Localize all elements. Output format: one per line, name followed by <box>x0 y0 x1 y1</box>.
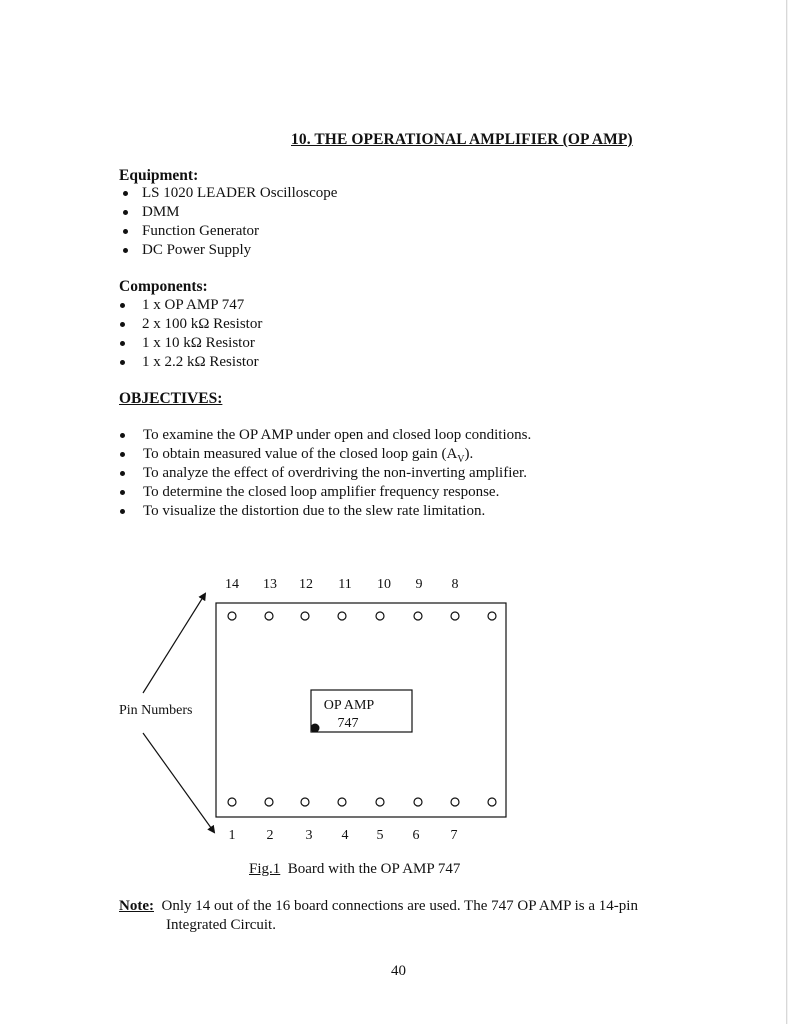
components-heading: Components: <box>119 278 208 295</box>
connection-hole <box>265 612 273 620</box>
pin-number: 3 <box>305 828 313 843</box>
connection-hole <box>414 798 422 806</box>
objective-item: To obtain measured value of the closed loop gain $(A_V)$. <box>143 446 474 465</box>
pin-numbers-label: Pin Numbers <box>119 703 193 718</box>
bullet-icon <box>120 509 125 514</box>
bullet-icon <box>120 303 125 308</box>
connection-hole <box>338 612 346 620</box>
pin-number: 13 <box>263 577 277 592</box>
bullet-icon <box>120 322 125 327</box>
equipment-heading: Equipment: <box>119 167 199 184</box>
arrow-to-top-pins <box>143 594 205 693</box>
pin-number: 9 <box>415 577 423 592</box>
pin-number: 11 <box>338 577 352 592</box>
connection-hole <box>488 612 496 620</box>
pin-number: 12 <box>299 577 313 592</box>
bottom-connection-holes <box>228 798 496 806</box>
bullet-icon <box>120 360 125 365</box>
opamp-board-figure <box>0 560 786 850</box>
figure-caption <box>249 861 460 878</box>
pin-number: 14 <box>225 577 239 592</box>
bullet-icon <box>120 471 125 476</box>
equipment-item: DMM <box>142 204 180 220</box>
connection-hole <box>376 798 384 806</box>
objective-item: To determine the closed loop amplifier frequency response. <box>143 484 500 500</box>
component-item: 1 x 10 kΩ Resistor <box>142 335 255 351</box>
pin-number: 10 <box>377 577 391 592</box>
equipment-item: LS 1020 LEADER Oscilloscope <box>142 185 338 201</box>
component-item: 2 x 100 kΩ Resistor <box>142 316 263 332</box>
top-connection-holes <box>228 612 496 620</box>
chip-label-line1: OP AMP <box>323 698 375 713</box>
bullet-icon <box>120 341 125 346</box>
chip-label-line2: 747 <box>337 716 359 731</box>
connection-hole <box>301 798 309 806</box>
pin1-marker-dot <box>311 724 320 733</box>
document-title: 10. THE OPERATIONAL AMPLIFIER (OP AMP) <box>291 131 633 148</box>
bullet-icon <box>123 191 128 196</box>
note-label: Note: <box>119 898 154 914</box>
objective-item: To visualize the distortion due to the slew rate limitation. <box>143 503 486 519</box>
connection-hole <box>265 798 273 806</box>
equipment-item: DC Power Supply <box>142 242 252 258</box>
connection-hole <box>488 798 496 806</box>
arrow-to-bottom-pins <box>143 733 214 832</box>
component-item: 1 x 2.2 kΩ Resistor <box>142 354 259 370</box>
figure-number: Fig.1 <box>249 861 281 877</box>
pin-number: 7 <box>450 828 458 843</box>
note-line1: Only 14 out of the 16 board connections are used. The 747 OP AMP is a 14-pin <box>161 898 638 914</box>
connection-hole <box>376 612 384 620</box>
bullet-icon <box>120 490 125 495</box>
objective-item: To examine the OP AMP under open and closed loop conditions. <box>143 427 532 443</box>
pin-number: 4 <box>341 828 349 843</box>
bullet-icon <box>123 248 128 253</box>
bullet-icon <box>123 210 128 215</box>
connection-hole <box>228 612 236 620</box>
pin-number: 8 <box>451 577 459 592</box>
connection-hole <box>451 612 459 620</box>
component-item: 1 x OP AMP 747 <box>142 297 245 313</box>
note-block <box>119 897 638 935</box>
pin-number: 1 <box>228 828 236 843</box>
bullet-icon <box>120 433 125 438</box>
bullet-icon <box>120 452 125 457</box>
pin-number: 6 <box>412 828 420 843</box>
objective-item: To analyze the effect of overdriving the non-inverting amplifier. <box>143 465 527 481</box>
pin-number: 2 <box>266 828 274 843</box>
equipment-item: Function Generator <box>142 223 260 239</box>
connection-hole <box>414 612 422 620</box>
connection-hole <box>451 798 459 806</box>
note-line2: Integrated Circuit. <box>166 917 276 933</box>
connection-hole <box>228 798 236 806</box>
connection-hole <box>338 798 346 806</box>
pin-number: 5 <box>376 828 384 843</box>
bullet-icon <box>123 229 128 234</box>
objectives-heading: OBJECTIVES: <box>119 390 223 407</box>
connection-hole <box>301 612 309 620</box>
page-number: 40 <box>391 963 406 979</box>
figure-caption-text: Board with the OP AMP 747 <box>287 861 461 877</box>
